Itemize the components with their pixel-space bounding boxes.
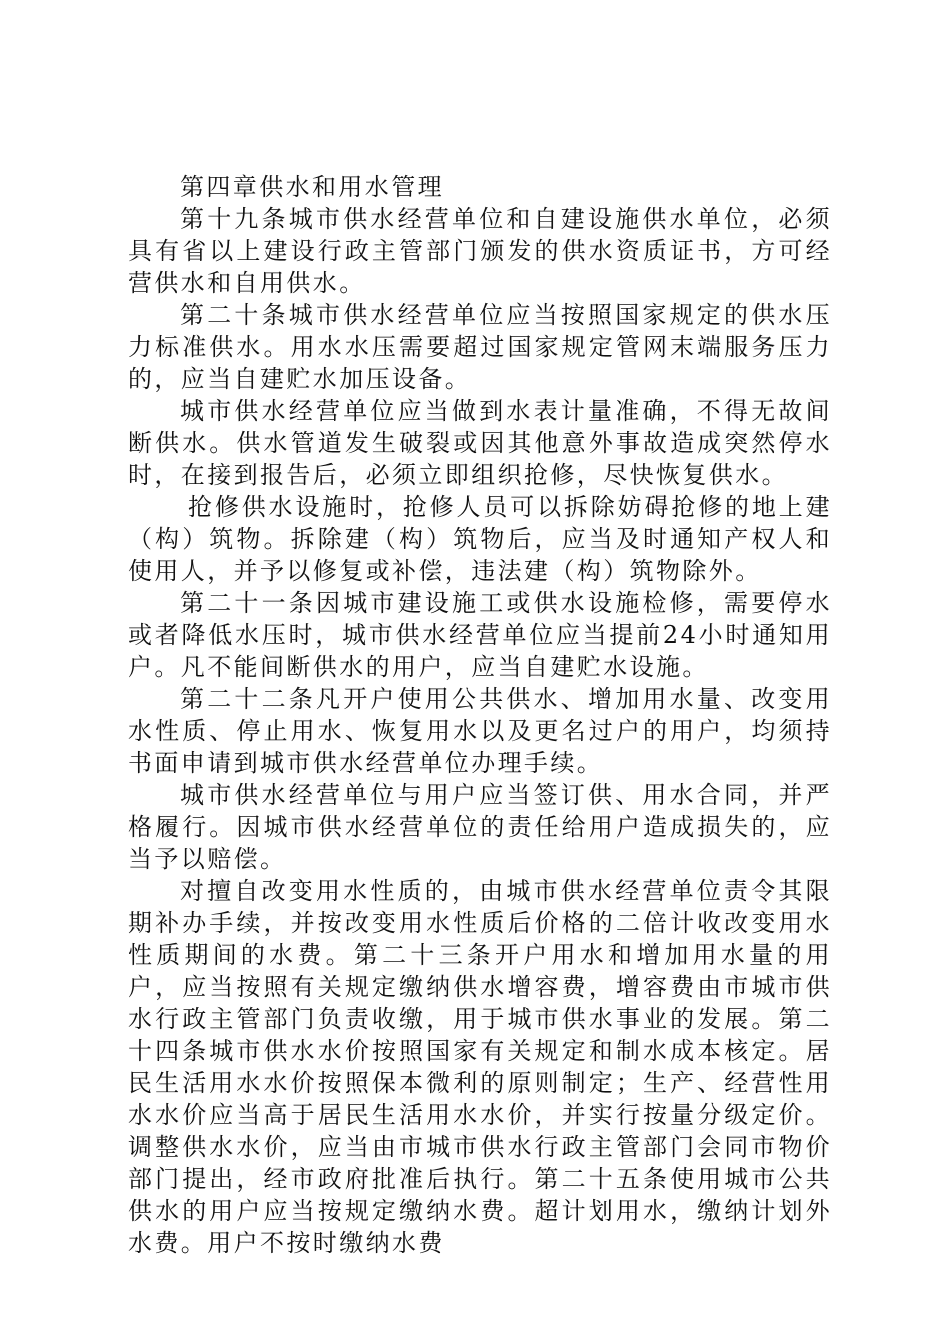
article-19-paragraph: 第十九条城市供水经营单位和自建设施供水单位，必须具有省以上建设行政主管部门颁发的供水资质证书，方可经营供水和自用供水。 (128, 205, 832, 297)
document-page (128, 171, 832, 1259)
article-21-paragraph: 第二十一条因城市建设施工或供水设施检修，需要停水或者降低水压时，城市供水经营单位应当提前24小时通知用户。凡不能间断供水的用户，应当自建贮水设施。 (128, 589, 832, 681)
meter-accuracy-paragraph: 城市供水经营单位应当做到水表计量准确，不得无故间断供水。供水管道发生破裂或因其他意外事故造成突然停水时，在接到报告后，必须立即组织抢修，尽快恢复供水。 (128, 397, 832, 489)
article-22-paragraph: 第二十二条凡开户使用公共供水、增加用水量、改变用水性质、停止用水、恢复用水以及更名过户的用户，均须持书面申请到城市供水经营单位办理手续。 (128, 685, 832, 777)
chapter-heading: 第四章供水和用水管理 (180, 173, 444, 201)
water-fee-paragraph: 对擅自改变用水性质的，由城市供水经营单位责令其限期补办手续，并按改变用水性质后价格的二倍计收改变用水性质期间的水费。第二十三条开户用水和增加用水量的用户，应当按照有关规定缴纳供水增容费，增容费由市城市供水行政主管部门负责收缴，用于城市供水事业的发展。第二十四条城市供水水价按照国家有关规定和制水成本核定。居民生活用水水价按照保本微利的原则制定；生产、经营性用水水价应当高于居民生活用水水价，并实行按量分级定价。调整供水水价，应当由市城市供水行政主管部门会同市物价部门提出，经市政府批准后执行。第二十五条使用城市公共供水的用户应当按规定缴纳水费。超计划用水，缴纳计划外水费。用户不按时缴纳水费 (128, 877, 832, 1257)
supply-contract-paragraph: 城市供水经营单位与用户应当签订供、用水合同，并严格履行。因城市供水经营单位的责任给用户造成损失的，应当予以赔偿。 (128, 781, 832, 873)
repair-facilities-paragraph: 抢修供水设施时，抢修人员可以拆除妨碍抢修的地上建（构）筑物。拆除建（构）筑物后，应当及时通知产权人和使用人，并予以修复或补偿，违法建（构）筑物除外。 (128, 493, 832, 585)
article-20-paragraph: 第二十条城市供水经营单位应当按照国家规定的供水压力标准供水。用水水压需要超过国家规定管网末端服务压力的，应当自建贮水加压设备。 (128, 301, 832, 393)
